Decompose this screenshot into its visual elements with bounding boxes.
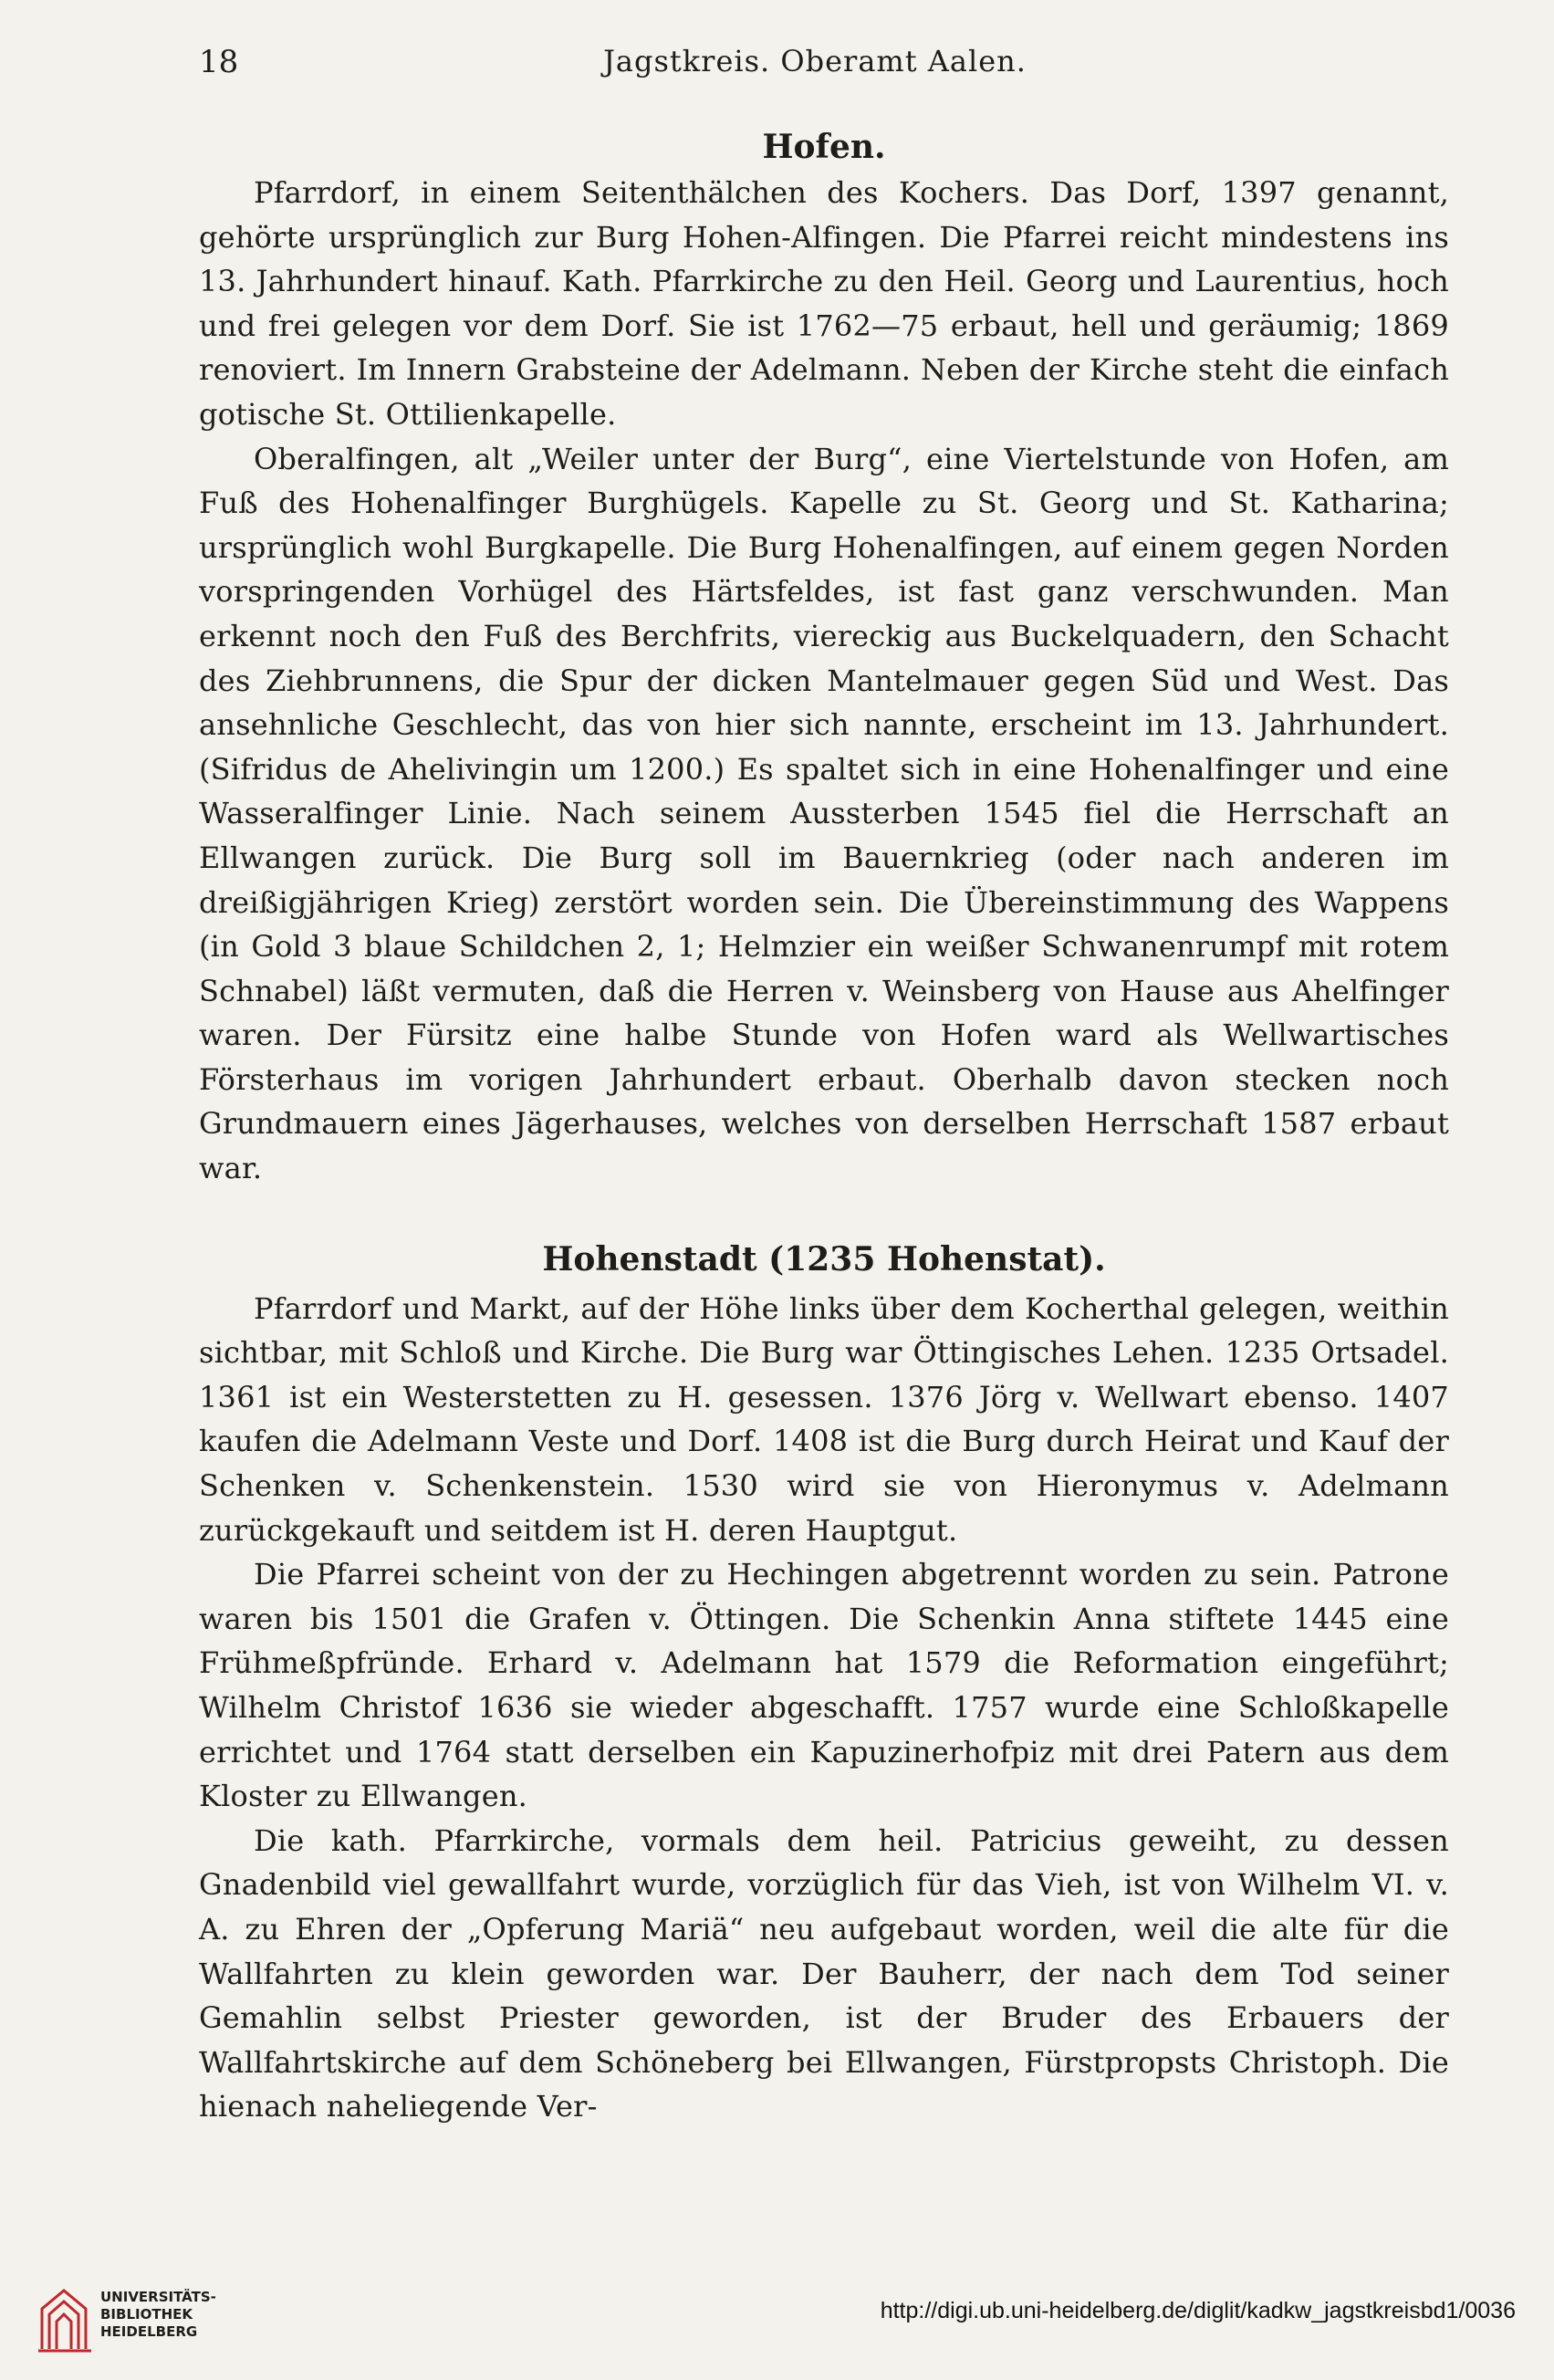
paragraph: Pfarrdorf und Markt, auf der Höhe links über dem Kocherthal gelegen, weithin sichtbar, mit Schloß und Kirche. Die Burg war Öttingisches Lehen. 1235 Ortsadel. 1361 ist ein Westerstetten zu H. gesessen. 1376 Jörg v. Wellwart ebenso. 1407 kaufen die Adelmann Veste und Dorf. 1408 ist die Burg durch Heirat und Kauf der Schenken v. Schenkenstein. 1530 wird sie von Hieronymus v. Adelmann zurückgekauft und seitdem ist H. deren Hauptgut. bbox=[199, 1290, 1449, 1548]
section-title-hofen: Hofen. bbox=[762, 128, 886, 166]
paragraph: Die Pfarrei scheint von der zu Hechingen abgetrennt worden zu sein. Patrone waren bis 1501 die Grafen v. Öttingen. Die Schenkin Anna stiftete 1445 eine Frühmeßpfründe. Erhard v. Adelmann hat 1579 die Reformation eingeführt; Wilhelm Christof 1636 sie wieder abgeschafft. 1757 wurde eine Schloßkapelle errichtet und 1764 statt derselben ein Kapuzinerhofpiz mit drei Patern aus dem Kloster zu Ellwangen. bbox=[199, 1557, 1449, 1814]
paragraph: Pfarrdorf, in einem Seitenthälchen des Kochers. Das Dorf, 1397 genannt, gehörte ursprünglich zur Burg Hohen-Alfingen. Die Pfarrei reicht mindestens ins 13. Jahrhundert hinauf. Kath. Pfarrkirche zu den Heil. Georg und Laurentius, hoch und frei gelegen vor dem Dorf. Sie ist 1762—75 erbaut, hell und geräumig; 1869 renoviert. Im Innern Grabsteine der Adelmann. Neben der Kirche steht die einfach gotische St. Ottilienkapelle. bbox=[199, 175, 1449, 432]
page-footer bbox=[0, 2263, 1554, 2380]
text-column bbox=[199, 123, 1449, 2129]
page-header bbox=[199, 44, 1431, 89]
paragraph: Die kath. Pfarrkirche, vormals dem heil. Patricius geweiht, zu dessen Gnadenbild viel gewallfahrt wurde, vorzüglich für das Vieh, ist von Wilhelm VI. v. A. zu Ehren der „Opferung Mariä“ neu aufgebaut worden, weil die alte für die Wallfahrten zu klein geworden war. Der Bauherr, der nach dem Tod seiner Gemahlin selbst Priester geworden, ist der Bruder des Erbauers der Wallfahrtskirche auf dem Schöneberg bei Ellwangen, Fürstpropsts Christoph. Die hienach naheliegende Ver- bbox=[199, 1822, 1449, 2124]
running-head: Jagstkreis. Oberamt Aalen. bbox=[603, 44, 1027, 78]
source-url-link[interactable]: http://digi.ub.uni-heidelberg.de/diglit/kadkw_jagstkreisbd1/0036 bbox=[880, 2298, 1516, 2323]
section-title-hohenstadt: Hohenstadt (1235 Hohenstat). bbox=[542, 1239, 1106, 1279]
library-name: UNIVERSITÄTS- BIBLIOTHEK HEIDELBERG bbox=[100, 2289, 216, 2340]
library-logo-icon bbox=[37, 2281, 93, 2354]
page-number: 18 bbox=[199, 44, 239, 80]
paragraph: Oberalfingen, alt „Weiler unter der Burg“, eine Viertelstunde von Hofen, am Fuß des Hohenalfinger Burghügels. Kapelle zu St. Georg und St. Katharina; ursprünglich wohl Burgkapelle. Die Burg Hohenalfingen, auf einem gegen Norden vorspringenden Vorhügel des Härtsfeldes, ist fast ganz verschwunden. Man erkennt noch den Fuß des Berchfrits, viereckig aus Buckelquadern, den Schacht des Ziehbrunnens, die Spur der dicken Mantelmauer gegen Süd und West. Das ansehnliche Geschlecht, das von hier sich nannte, erscheint im 13. Jahrhundert. (Sifridus de Ahelivingin um 1200.) Es spaltet sich in eine Hohenalfinger und eine Wasseralfinger Linie. Nach seinem Aussterben 1545 fiel die Herrschaft an Ellwangen zurück. Die Burg soll im Bauernkrieg (oder nach anderen im dreißigjährigen Krieg) zerstört worden sein. Die Übereinstimmung des Wappens (in Gold 3 blaue Schildchen 2, 1; Helmzier ein weißer Schwanenrumpf mit rotem Schnabel) läßt vermuten, daß die Herren v. Weinsberg von Hause aus Ahelfinger waren. Der Fürsitz eine halbe Stunde von Hofen ward als Wellwartisches Försterhaus im vorigen Jahrhundert erbaut. Oberhalb davon stecken noch Grundmauern eines Jägerhauses, welches von derselben Herrschaft 1587 erbaut war. bbox=[199, 441, 1449, 1186]
